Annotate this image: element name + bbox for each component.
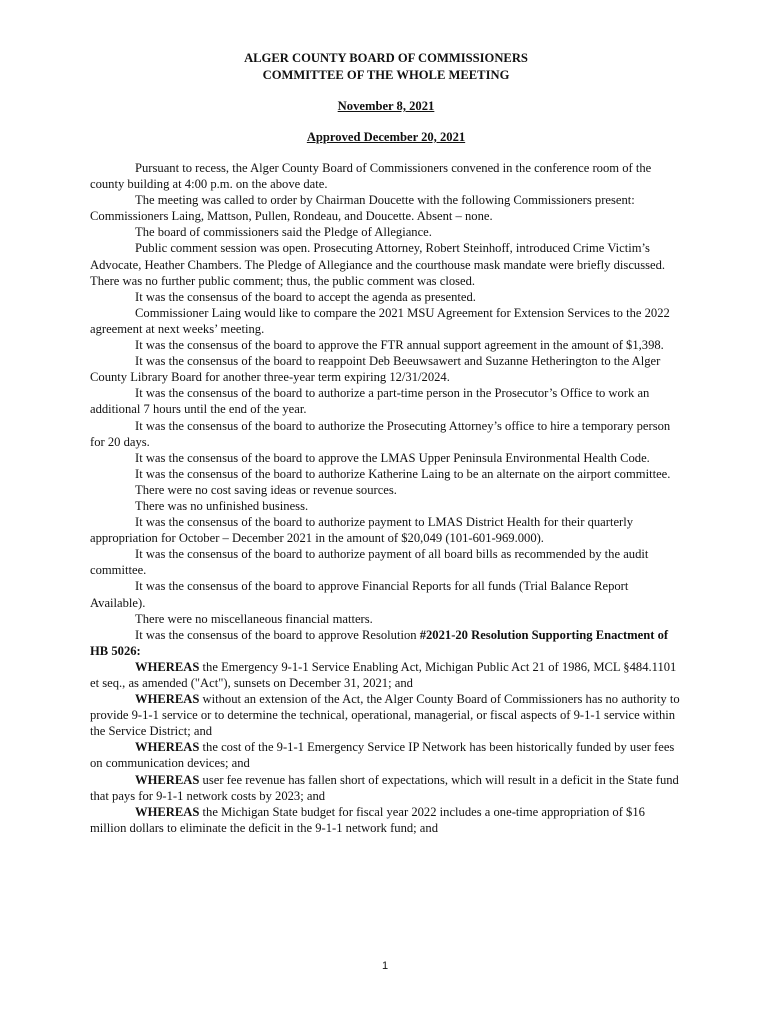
document-title-line-1: ALGER COUNTY BOARD OF COMMISSIONERS (244, 51, 528, 65)
approved-date: Approved December 20, 2021 (306, 130, 466, 144)
paragraph: The board of commissioners said the Pledge of Allegiance. (135, 225, 432, 240)
paragraph: Pursuant to recess, the Alger County Board of Commissioners convened in the conference room of the county building at 4:00 p.m. on the above date. (90, 161, 652, 192)
paragraph: It was the consensus of the board to authorize Katherine Laing to be an alternate on the airport committee. (135, 466, 671, 481)
paragraph: It was the consensus of the board to approve the LMAS Upper Peninsula Environmental Health Code. (135, 450, 650, 465)
whereas-clause (90, 772, 682, 804)
paragraph: It was the consensus of the board to reappoint Deb Beeuwsawert and Suzanne Hetherington to the Alger County Library Board for another three-year term expiring 12/31/2024. (90, 354, 661, 385)
whereas-label: WHEREAS (135, 740, 200, 755)
whereas-clause (90, 691, 682, 739)
paragraph: It was the consensus of the board to approve the FTR annual support agreement in the amount of $1,398. (135, 338, 664, 353)
paragraph: There were no cost saving ideas or revenue sources. (135, 482, 397, 497)
document-title-line-2: COMMITTEE OF THE WHOLE MEETING (262, 68, 510, 82)
whereas-label: WHEREAS (135, 772, 200, 787)
meeting-date: November 8, 2021 (337, 99, 435, 113)
paragraph: Public comment session was open. Prosecuting Attorney, Robert Steinhoff, introduced Crime Victim’s Advocate, Heather Chambers. The Pledge of Allegiance and the courthouse mask mandate were briefly discussed. There was no further public comment; thus, the public comment was closed. (90, 241, 666, 288)
whereas-clause (90, 739, 682, 771)
paragraph: It was the consensus of the board to authorize payment of all board bills as recommended by the audit committee. (90, 547, 649, 578)
whereas-label: WHEREAS (135, 804, 200, 819)
paragraph: It was the consensus of the board to approve Financial Reports for all funds (Trial Balance Report Available). (90, 579, 629, 610)
whereas-text: user fee revenue has fallen short of expectations, which will result in a deficit in the State fund that pays for 9-1-1 network costs by 2023; and (90, 772, 679, 803)
paragraph: The meeting was called to order by Chairman Doucette with the following Commissioners present: Commissioners Laing, Mattson, Pullen, Rondeau, and Doucette. Absent – none. (90, 193, 635, 224)
whereas-label: WHEREAS (135, 692, 200, 707)
resolution-paragraph (90, 627, 682, 659)
minutes-body (90, 160, 682, 836)
whereas-text: the cost of the 9-1-1 Emergency Service IP Network has been historically funded by user fees on communication devices; and (90, 740, 675, 771)
resolution-lead: It was the consensus of the board to approve Resolution (135, 627, 420, 642)
whereas-clause (90, 659, 682, 691)
whereas-text: the Michigan State budget for fiscal year 2022 includes a one-time appropriation of $16 million dollars to eliminate the deficit in the 9-1-1 network fund; and (90, 804, 645, 835)
paragraph: It was the consensus of the board to authorize the Prosecuting Attorney’s office to hire a temporary person for 20 days. (90, 418, 671, 449)
page-number: 1 (381, 960, 389, 972)
paragraph: There were no miscellaneous financial matters. (135, 611, 373, 626)
paragraph: There was no unfinished business. (135, 498, 309, 513)
paragraph: It was the consensus of the board to authorize a part-time person in the Prosecutor’s Office to work an additional 7 hours until the end of the year. (90, 386, 650, 417)
paragraph: Commissioner Laing would like to compare the 2021 MSU Agreement for Extension Services to the 2022 agreement at next weeks’ meeting. (90, 305, 670, 336)
whereas-text: the Emergency 9-1-1 Service Enabling Act, Michigan Public Act 21 of 1986, MCL §484.1101 et seq., as amended ("Act"), sunsets on December 31, 2021; and (90, 659, 677, 690)
whereas-clause (90, 804, 682, 836)
paragraph: It was the consensus of the board to authorize payment to LMAS District Health for their quarterly appropriation for October – December 2021 in the amount of $20,049 (101-601-969.000). (90, 515, 634, 546)
paragraph: It was the consensus of the board to accept the agenda as presented. (135, 289, 476, 304)
resolution-title: #2021-20 Resolution Supporting Enactment of HB 5026: (90, 627, 669, 658)
whereas-label: WHEREAS (135, 659, 200, 674)
whereas-text: without an extension of the Act, the Alger County Board of Commissioners has no authority to provide 9-1-1 service or to determine the technical, operational, managerial, or fiscal aspects of 9-1-1 service within the Service District; and (90, 692, 680, 739)
